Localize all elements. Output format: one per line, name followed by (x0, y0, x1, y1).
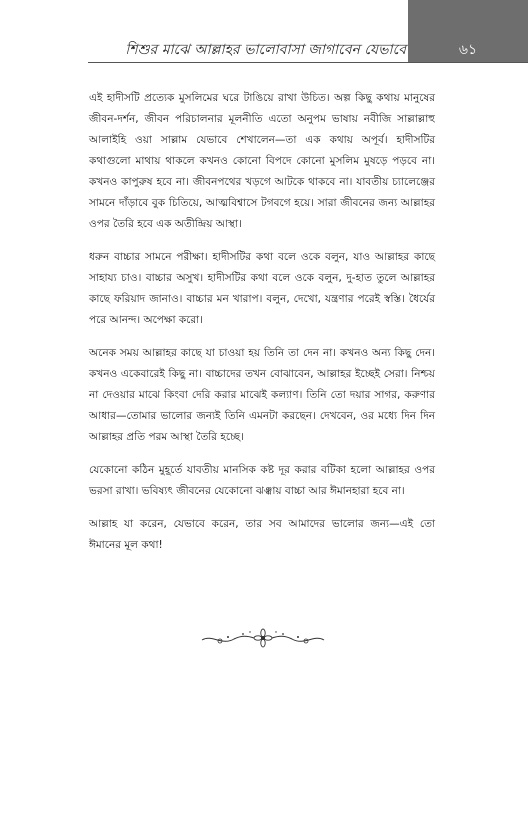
paragraph: এই হাদীসটি প্রত্যেক মুসলিমের ঘরে টাঙিয়ে রাখা উচিত। অল্প কিছু কথায় মানুষের জীবন-দর্শন, জীবন পরিচালনার মূলনীতি এতো অনুপম ভাষায় নবীজি সাল্লাল্লাহু আলাইহি ওয়া সাল্লাম যেভাবে শেখালেন—তা এক কথায় অপূর্ব। হাদীসটির কথাগুলো মাথায় থাকলে কখনও কোনো বিপদে কোনো মুসলিম মুষড়ে পড়বে না। কখনও কাপুরুষ হবে না। জীবনপথের খড়গে আটকে থাকবে না। যাবতীয় চ্যালেঞ্জের সামনে দাঁড়াবে বুক চিতিয়ে, আত্মবিশ্বাসে টগবগে হয়ে। সারা জীবনের জন্য আল্লাহর ওপর তৈরি হবে এক অতীন্দ্রিয় আস্থা। (89, 92, 435, 230)
page-number-tab (408, 0, 528, 62)
page-number: ৬১ (458, 42, 478, 58)
floral-divider-icon (198, 626, 328, 650)
paragraph: অনেক সময় আল্লাহর কাছে যা চাওয়া হয় তিনি তা দেন না। কখনও অন্য কিছু দেন। কখনও একেবারেই কিছু না। বাচ্চাদের তখন বোঝাবেন, আল্লাহর ইচ্ছেই সেরা। নিশ্চয় না দেওয়ার মাঝে কিংবা দেরি করার মাঝেই কল্যাণ। তিনি তো দয়ার সাগর, করুণার আধার—তোমার ভালোর জন্যই তিনি এমনটা করছেন। দেখবেন, ওর মধ্যে দিন দিন আল্লাহর প্রতি পরম আস্থা তৈরি হচ্ছে। (89, 347, 435, 443)
paragraph: যেকোনো কঠিন মুহূর্তে যাবতীয় মানসিক কষ্ট দূর করার বটিকা হলো আল্লাহর ওপর ভরসা রাখা। ভবিষ্যৎ জীবনের যেকোনো ঝঞ্ঝায় বাচ্চা আর ঈমানহারা হবে না। (89, 464, 435, 497)
body-text (89, 88, 435, 568)
header-rule (88, 62, 528, 63)
page-header (0, 0, 528, 70)
running-header-title: শিশুর মাঝে আল্লাহর ভালোবাসা জাগাবেন যেভাবে (125, 42, 406, 58)
paragraph: আল্লাহ যা করেন, যেভাবে করেন, তার সব আমাদের ভালোর জন্য—এই তো ঈমানের মূল কথা! (89, 518, 435, 551)
paragraph: ধরুন বাচ্চার সামনে পরীক্ষা। হাদীসটির কথা বলে ওকে বলুন, যাও আল্লাহর কাছে সাহায্য চাও। বাচ্চার অসুখ। হাদীসটির কথা বলে ওকে বলুন, দু-হাত তুলে আল্লাহর কাছে ফরিয়াদ জানাও। বাচ্চার মন খারাপ। বলুন, দেখো, যন্ত্রণার পরেই স্বস্তি। ধৈর্যের পরে আনন্দ। অপেক্ষা করো। (89, 251, 435, 326)
